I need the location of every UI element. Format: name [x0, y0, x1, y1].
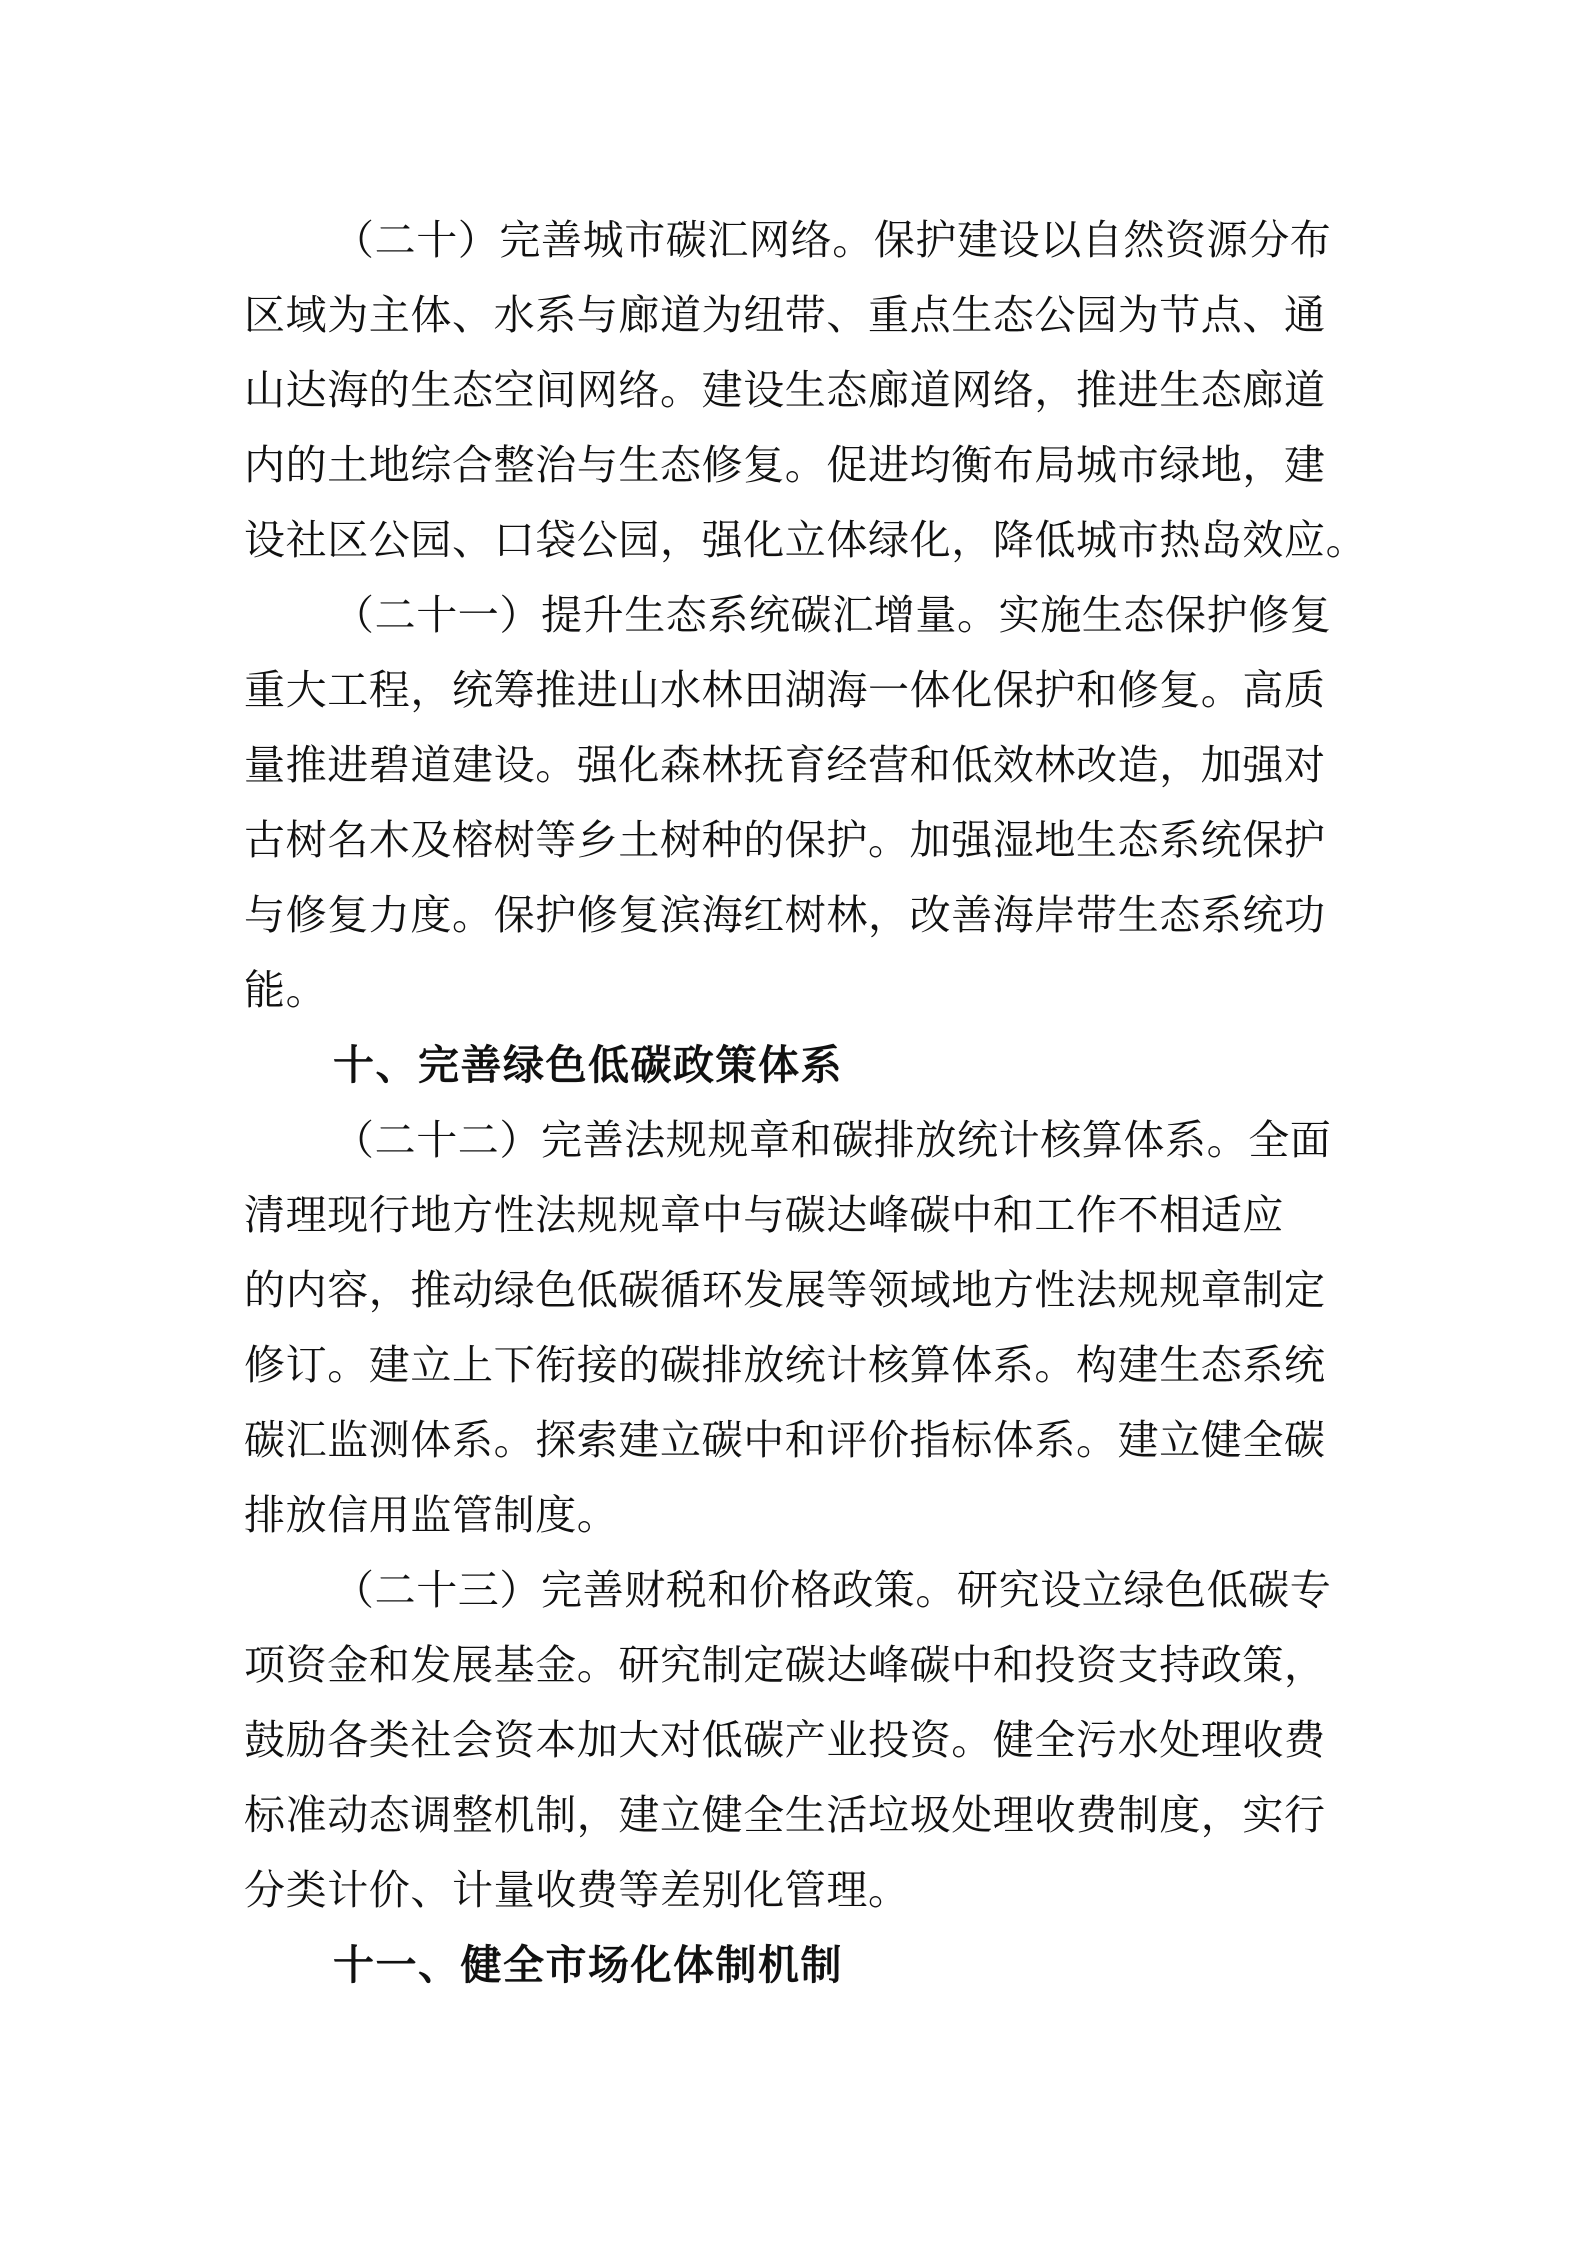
paragraph-22-line-5: 碳汇监测体系。探索建立碳中和评价指标体系。建立健全碳 [244, 1416, 1326, 1464]
paragraph-21-line-2: 重大工程，统筹推进山水林田湖海一体化保护和修复。高质 [244, 666, 1326, 714]
paragraph-23-line-2: 项资金和发展基金。研究制定碳达峰碳中和投资支持政策， [244, 1641, 1326, 1689]
paragraph-22-line-3: 的内容，推动绿色低碳循环发展等领域地方性法规规章制定 [244, 1266, 1326, 1314]
paragraph-20-line-2: 区域为主体、水系与廊道为纽带、重点生态公园为节点、通 [244, 291, 1326, 339]
paragraph-23-line-5: 分类计价、计量收费等差别化管理。 [244, 1866, 910, 1914]
paragraph-20-line-1: （二十）完善城市碳汇网络。保护建设以自然资源分布 [333, 216, 1332, 264]
paragraph-23-line-4: 标准动态调整机制，建立健全生活垃圾处理收费制度，实行 [244, 1791, 1326, 1839]
paragraph-23-line-3: 鼓励各类社会资本加大对低碳产业投资。健全污水处理收费 [244, 1716, 1326, 1764]
paragraph-21-line-4: 古树名木及榕树等乡土树种的保护。加强湿地生态系统保护 [244, 816, 1326, 864]
paragraph-21-line-1: （二十一）提升生态系统碳汇增量。实施生态保护修复 [333, 591, 1332, 639]
paragraph-22-line-4: 修订。建立上下衔接的碳排放统计核算体系。构建生态系统 [244, 1341, 1326, 1389]
paragraph-21-line-3: 量推进碧道建设。强化森林抚育经营和低效林改造，加强对 [244, 741, 1326, 789]
section-heading-11: 十一、健全市场化体制机制 [333, 1941, 843, 1989]
section-heading-10: 十、完善绿色低碳政策体系 [333, 1041, 843, 1089]
paragraph-22-line-6: 排放信用监管制度。 [244, 1491, 619, 1539]
paragraph-20-line-5: 设社区公园、口袋公园，强化立体绿化，降低城市热岛效应。 [244, 516, 1368, 564]
paragraph-21-line-6: 能。 [244, 966, 328, 1014]
paragraph-21-line-5: 与修复力度。保护修复滨海红树林，改善海岸带生态系统功 [244, 891, 1326, 939]
paragraph-22-line-2: 清理现行地方性法规规章中与碳达峰碳中和工作不相适应 [244, 1191, 1284, 1239]
paragraph-20-line-4: 内的土地综合整治与生态修复。促进均衡布局城市绿地，建 [244, 441, 1326, 489]
paragraph-23-line-1: （二十三）完善财税和价格政策。研究设立绿色低碳专 [333, 1566, 1332, 1614]
paragraph-20-line-3: 山达海的生态空间网络。建设生态廊道网络，推进生态廊道 [244, 366, 1326, 414]
paragraph-22-line-1: （二十二）完善法规规章和碳排放统计核算体系。全面 [333, 1116, 1332, 1164]
